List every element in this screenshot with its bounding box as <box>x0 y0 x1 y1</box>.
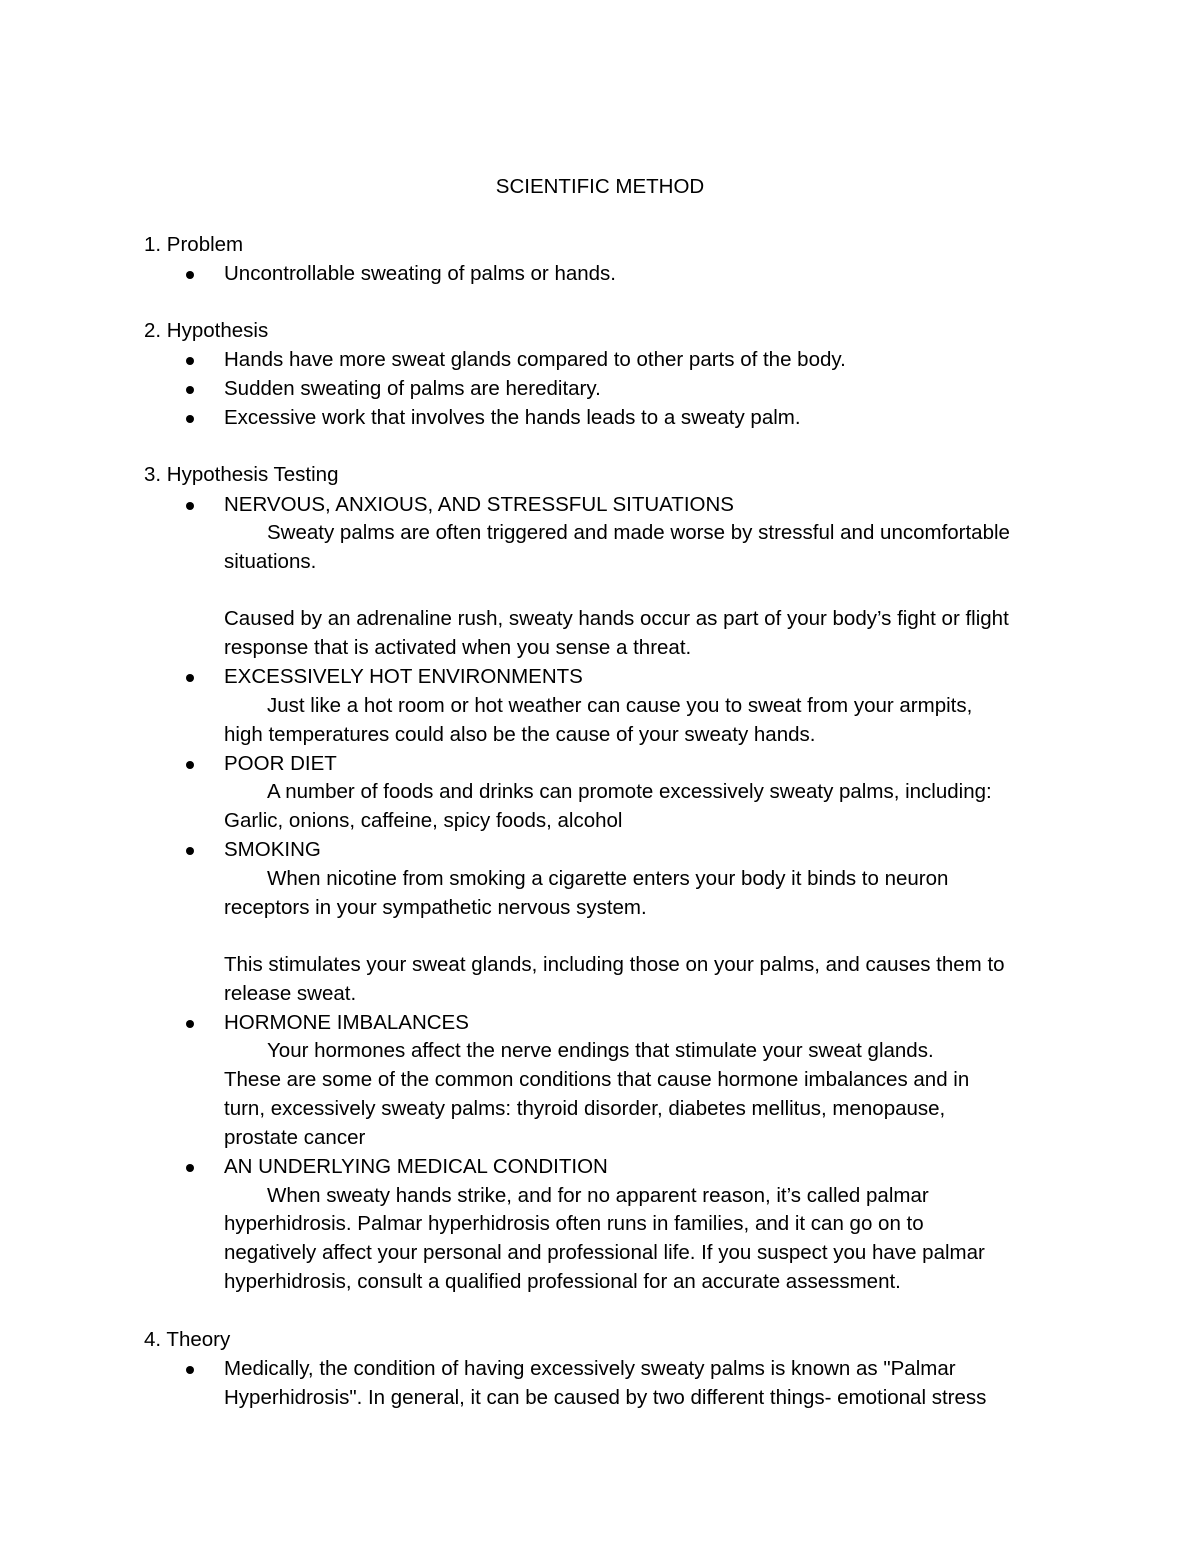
testing-item-text: hyperhidrosis. Palmar hyperhidrosis often runs in families, and it can go on to <box>224 1212 924 1235</box>
testing-item-text: receptors in your sympathetic nervous system. <box>224 896 647 919</box>
bullet-icon <box>186 271 194 279</box>
testing-item-text: Just like a hot room or hot weather can cause you to sweat from your armpits, <box>267 694 973 717</box>
testing-item-label: SMOKING <box>224 838 321 861</box>
testing-item-text: turn, excessively sweaty palms: thyroid disorder, diabetes mellitus, menopause, <box>224 1097 946 1120</box>
testing-item-label: HORMONE IMBALANCES <box>224 1011 469 1034</box>
testing-item-text: prostate cancer <box>224 1126 366 1149</box>
bullet-icon <box>186 674 194 682</box>
bullet-icon <box>186 415 194 423</box>
list-item: Sudden sweating of palms are hereditary. <box>224 377 601 400</box>
bullet-icon <box>186 1020 194 1028</box>
testing-item-text: This stimulates your sweat glands, including those on your palms, and causes them to <box>224 953 1005 976</box>
bullet-icon <box>186 847 194 855</box>
testing-item-text: Garlic, onions, caffeine, spicy foods, alcohol <box>224 809 623 832</box>
theory-text: Hyperhidrosis". In general, it can be caused by two different things- emotional stress <box>224 1386 987 1409</box>
testing-item-text: hyperhidrosis, consult a qualified professional for an accurate assessment. <box>224 1270 901 1293</box>
testing-item-text: When sweaty hands strike, and for no apparent reason, it’s called palmar <box>267 1184 929 1207</box>
section-heading-theory: 4. Theory <box>144 1328 231 1351</box>
bullet-icon <box>186 1366 194 1374</box>
testing-item-text: A number of foods and drinks can promote excessively sweaty palms, including: <box>267 780 992 803</box>
bullet-icon <box>186 1164 194 1172</box>
testing-item-label: POOR DIET <box>224 752 337 775</box>
section-heading-hypothesis-testing: 3. Hypothesis Testing <box>144 463 339 486</box>
testing-item-label: EXCESSIVELY HOT ENVIRONMENTS <box>224 665 583 688</box>
testing-item-label: AN UNDERLYING MEDICAL CONDITION <box>224 1155 608 1178</box>
testing-item-text: negatively affect your personal and professional life. If you suspect you have palmar <box>224 1241 985 1264</box>
list-item: Excessive work that involves the hands leads to a sweaty palm. <box>224 406 801 429</box>
bullet-icon <box>186 357 194 365</box>
page-title: SCIENTIFIC METHOD <box>495 175 705 198</box>
theory-text: Medically, the condition of having excessively sweaty palms is known as "Palmar <box>224 1357 956 1380</box>
testing-item-text: situations. <box>224 550 317 573</box>
bullet-icon <box>186 386 194 394</box>
testing-item-text: When nicotine from smoking a cigarette enters your body it binds to neuron <box>267 867 949 890</box>
bullet-icon <box>186 502 194 510</box>
testing-item-label: NERVOUS, ANXIOUS, AND STRESSFUL SITUATIONS <box>224 493 734 516</box>
testing-item-text: Sweaty palms are often triggered and made worse by stressful and uncomfortable <box>267 521 1010 544</box>
testing-item-text: Your hormones affect the nerve endings that stimulate your sweat glands. <box>267 1039 934 1062</box>
testing-item-text: release sweat. <box>224 982 357 1005</box>
testing-item-text: high temperatures could also be the cause of your sweaty hands. <box>224 723 816 746</box>
list-item: Hands have more sweat glands compared to other parts of the body. <box>224 348 846 371</box>
section-heading-problem: 1. Problem <box>144 233 244 256</box>
section-heading-hypothesis: 2. Hypothesis <box>144 319 269 342</box>
bullet-icon <box>186 761 194 769</box>
testing-item-text: Caused by an adrenaline rush, sweaty hands occur as part of your body’s fight or flight <box>224 607 1009 630</box>
testing-item-text: These are some of the common conditions that cause hormone imbalances and in <box>224 1068 970 1091</box>
list-item: Uncontrollable sweating of palms or hands. <box>224 262 616 285</box>
testing-item-text: response that is activated when you sense a threat. <box>224 636 692 659</box>
